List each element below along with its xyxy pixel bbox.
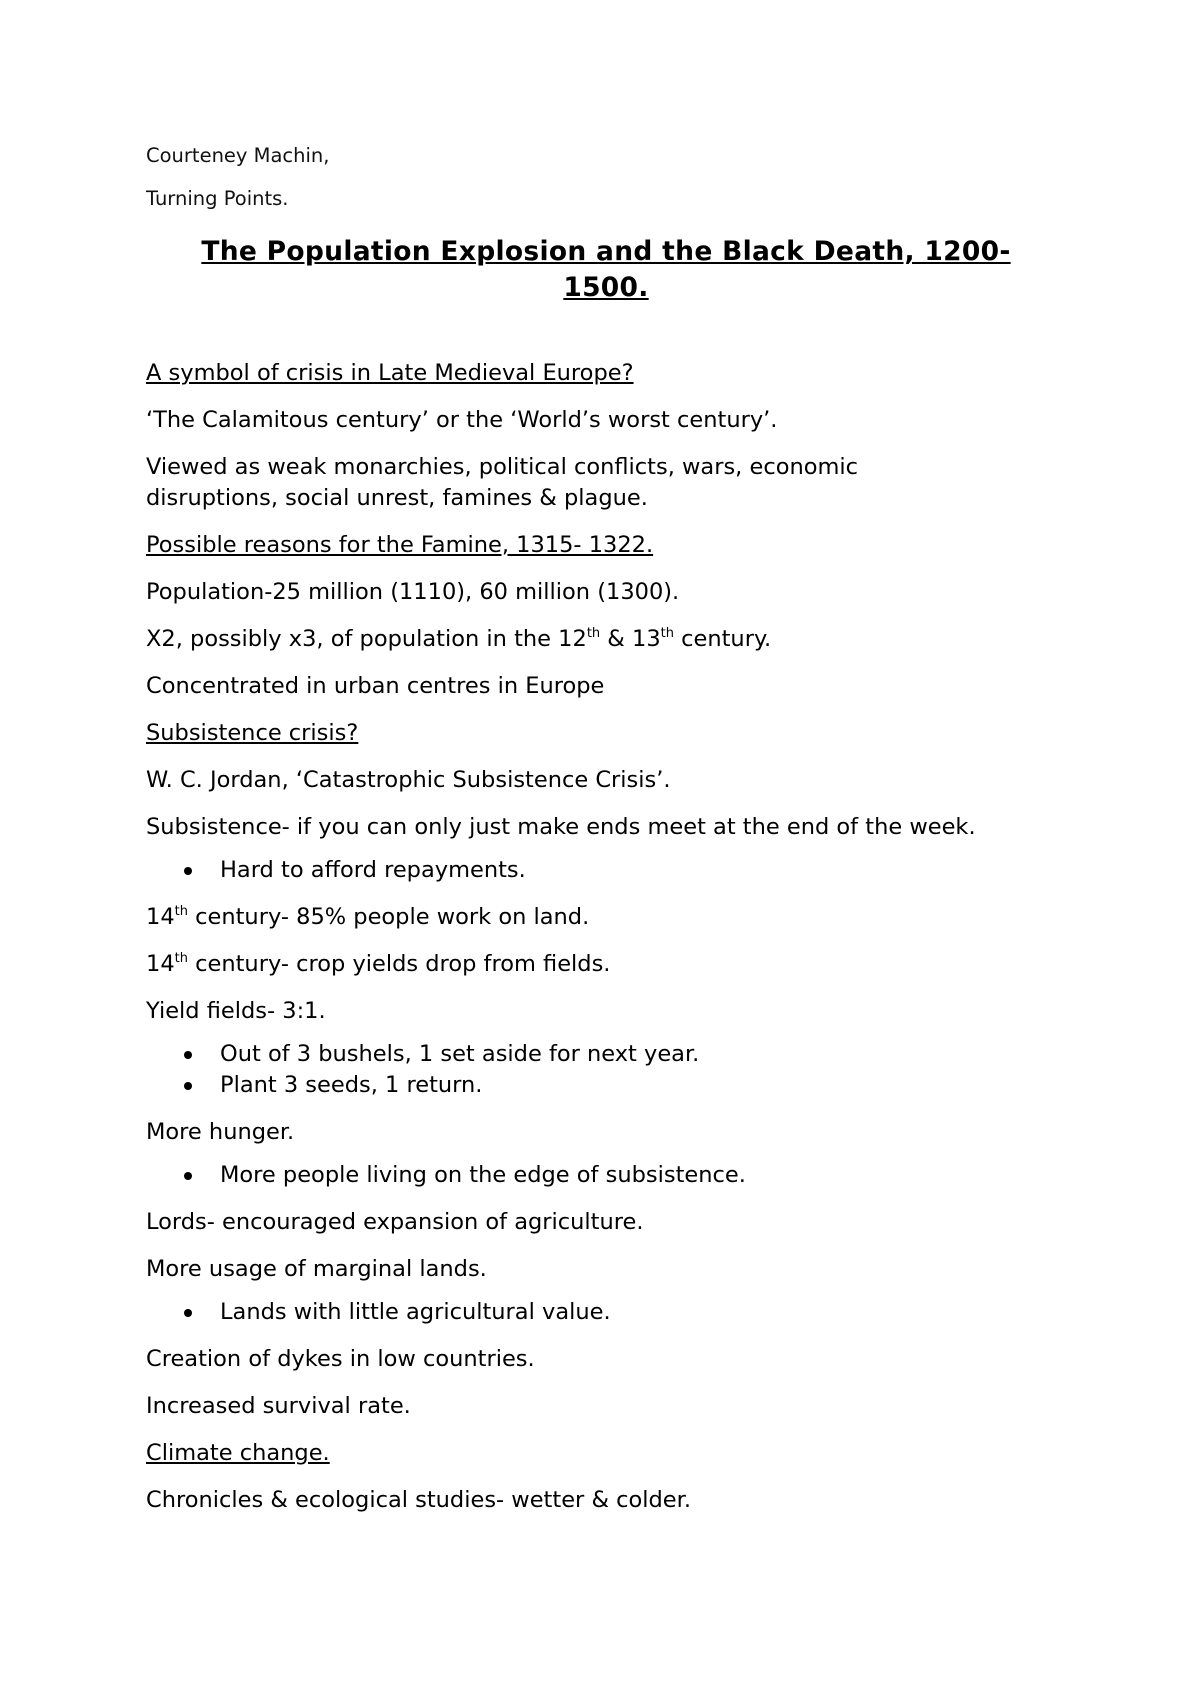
section-heading-subsistence: Subsistence crisis? <box>146 720 359 746</box>
title-line-1: The Population Explosion and the Black Death, 1200- <box>201 236 1011 267</box>
text-run: 14 <box>146 904 175 930</box>
paragraph-calamitous: ‘The Calamitous century’ or the ‘World’s worst century’. <box>146 407 778 433</box>
document-content <box>146 144 1066 1532</box>
author-name: Courteney Machin, <box>146 144 330 167</box>
bullet-icon <box>184 1051 192 1059</box>
list-item <box>146 1039 1066 1070</box>
superscript: th <box>174 903 188 919</box>
document-title <box>146 234 1066 306</box>
bullet-icon <box>184 1172 192 1180</box>
paragraph-hunger: More hunger. <box>146 1119 295 1145</box>
paragraph-jordan: W. C. Jordan, ‘Catastrophic Subsistence Crisis’. <box>146 767 671 793</box>
list-item <box>146 855 1066 886</box>
list-item-text: Hard to afford repayments. <box>220 857 526 883</box>
list-item <box>146 1160 1066 1191</box>
course-name: Turning Points. <box>146 187 289 210</box>
superscript: th <box>174 950 188 966</box>
paragraph-viewed <box>146 452 1066 514</box>
list-item-text: Plant 3 seeds, 1 return. <box>220 1072 483 1098</box>
text-run: century. <box>673 626 772 652</box>
list-item-text: Out of 3 bushels, 1 set aside for next year. <box>220 1041 700 1067</box>
text-run: & 13 <box>600 626 661 652</box>
section-heading-climate: Climate change. <box>146 1440 330 1466</box>
paragraph-crop-yields <box>146 949 1066 980</box>
paragraph-viewed-line-1: Viewed as weak monarchies, political conflicts, wars, economic <box>146 454 859 480</box>
text-run: century- crop yields drop from fields. <box>187 951 611 977</box>
paragraph-subsistence-definition: Subsistence- if you can only just make ends meet at the end of the week. <box>146 814 976 840</box>
paragraph-marginal-lands: More usage of marginal lands. <box>146 1256 487 1282</box>
bullet-icon <box>184 867 192 875</box>
text-run: 14 <box>146 951 175 977</box>
text-run: century- 85% people work on land. <box>187 904 590 930</box>
paragraph-population-growth <box>146 624 1066 655</box>
paragraph-yield-fields: Yield fields- 3:1. <box>146 998 326 1024</box>
paragraph-survival: Increased survival rate. <box>146 1393 411 1419</box>
bullet-list <box>146 1297 1066 1328</box>
list-item-text: Lands with little agricultural value. <box>220 1299 611 1325</box>
bullet-icon <box>184 1309 192 1317</box>
paragraph-viewed-line-2: disruptions, social unrest, famines & plague. <box>146 485 648 511</box>
section-heading-symbol: A symbol of crisis in Late Medieval Europe? <box>146 360 634 386</box>
list-item <box>146 1070 1066 1101</box>
text-run: X2, possibly x3, of population in the 12 <box>146 626 587 652</box>
section-heading-famine: Possible reasons for the Famine, 1315- 1322. <box>146 532 654 558</box>
superscript: th <box>660 625 674 641</box>
paragraph-concentrated: Concentrated in urban centres in Europe <box>146 673 605 699</box>
paragraph-lords: Lords- encouraged expansion of agriculture. <box>146 1209 644 1235</box>
superscript: th <box>586 625 601 641</box>
bullet-list <box>146 1039 1066 1101</box>
list-item-text: More people living on the edge of subsistence. <box>220 1162 746 1188</box>
paragraph-chronicles: Chronicles & ecological studies- wetter & colder. <box>146 1487 691 1513</box>
bullet-icon <box>184 1082 192 1090</box>
paragraph-dykes: Creation of dykes in low countries. <box>146 1346 535 1372</box>
bullet-list <box>146 1160 1066 1191</box>
bullet-list <box>146 855 1066 886</box>
list-item <box>146 1297 1066 1328</box>
paragraph-population: Population-25 million (1110), 60 million (1300). <box>146 579 680 605</box>
title-line-2: 1500. <box>563 272 649 303</box>
paragraph-work-on-land <box>146 902 1066 933</box>
